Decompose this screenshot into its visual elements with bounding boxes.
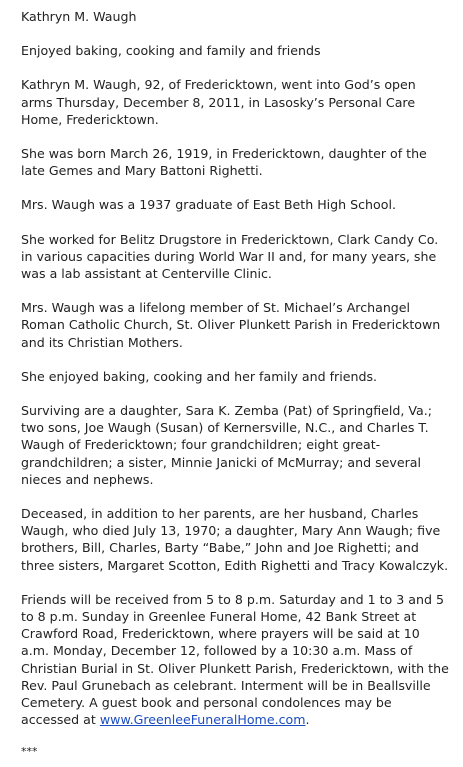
obituary-name: Kathryn M. Waugh (21, 9, 137, 24)
paragraph-education: Mrs. Waugh was a 1937 graduate of East Beth High School. (21, 197, 396, 213)
paragraph-death-notice: Kathryn M. Waugh, 92, of Fredericktown, went into God’s open arms Thursday, December 8, 2011, in Lasosky’s Personal Care Home, Fredericktown. (21, 77, 416, 127)
paragraph-employment: She worked for Belitz Drugstore in Fredericktown, Clark Candy Co. in various capacities during World War II and, for many years, she was a lab assistant at Centerville Clinic. (21, 231, 439, 282)
obituary-document (21, 8, 451, 758)
paragraph-deceased: Deceased, in addition to her parents, are her husband, Charles Waugh, who died July 13, 1970; a daughter, Mary Ann Waugh; five brothers, Bill, Charles, Barty “Babe,” John and Joe Righetti; and three sisters, Margaret Scotton, Edith Righetti and Tracy Kowalczyk. (21, 506, 449, 573)
arrangements-period: . (305, 712, 310, 728)
obituary-tagline: Enjoyed baking, cooking and family and friends (21, 43, 321, 59)
paragraph-survivors: Surviving are a daughter, Sara K. Zemba (Pat) of Springfield, Va.; two sons, Joe Waugh (Susan) of Kernersville, N.C., and Charles T. Waugh of Fredericktown; four grandchildren; eight great-grandchildren; a sister, Minnie Janicki of McMurray; and several nieces and nephews. (21, 403, 432, 487)
funeral-home-link[interactable]: www.GreenleeFuneralHome.com (99, 712, 306, 728)
paragraph-hobbies: She enjoyed baking, cooking and her family and friends. (21, 368, 378, 384)
paragraph-birth: She was born March 26, 1919, in Fredericktown, daughter of the late Gemes and Mary Battoni Righetti. (21, 146, 427, 179)
paragraph-arrangements (21, 591, 451, 729)
arrangements-text: Friends will be received from 5 to 8 p.m. Saturday and 1 to 3 and 5 to 8 p.m. Sunday in Greenlee Funeral Home, 42 Bank Street at Crawford Road, Fredericktown, where prayers will be said at 10 a.m. Monday, December 12, followed by a 10:30 a.m. Mass of Christian Burial in St. Oliver Plunkett Parish, Fredericktown, with the Rev. Paul Grunebach as celebrant. Interment will be in Beallsville Cemetery. A guest book and personal condolences may be accessed at (21, 591, 449, 728)
paragraph-church: Mrs. Waugh was a lifelong member of St. Michael’s Archangel Roman Catholic Church, St. Oliver Plunkett Parish in Fredericktown and its Christian Mothers. (21, 300, 441, 350)
separator-stars: *** (21, 744, 38, 758)
